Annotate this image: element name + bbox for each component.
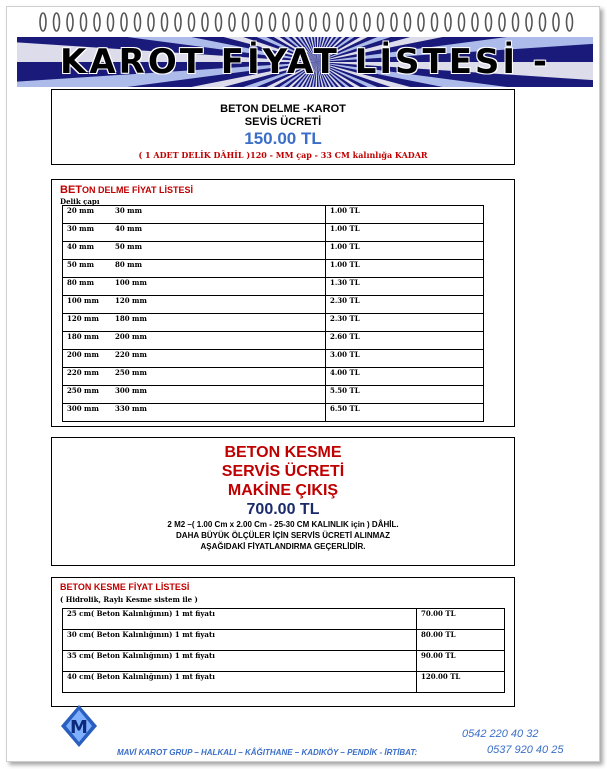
drilling-diameter-cell <box>63 368 326 386</box>
drilling-price-cell: 6.50 TL <box>326 404 484 422</box>
cutting-row <box>63 651 505 672</box>
diameter-to: 250 mm <box>115 368 147 377</box>
diameter-from: 100 mm <box>67 296 99 305</box>
cutting-table-subtitle: ( Hidrolik, Raylı Kesme sistem ile ) <box>60 595 198 604</box>
diameter-from: 120 mm <box>67 314 99 323</box>
diameter-to: 120 mm <box>115 296 147 305</box>
cutting-note3: AŞAĞIDAKİ FİYATLANDIRMA GEÇERLİDİR. <box>200 542 366 551</box>
cutting-line3: MAKİNE ÇIKIŞ <box>227 482 339 499</box>
drilling-diameter-cell <box>63 224 326 242</box>
drilling-row <box>63 206 484 224</box>
drilling-service-box <box>51 89 515 165</box>
drilling-price-cell: 1.00 TL <box>326 242 484 260</box>
drilling-price-cell: 1.00 TL <box>326 260 484 278</box>
footer-address: MAVİ KAROT GRUP – HALKALI – KÂĞITHANE – KADIKÖY – PENDİK - İRTİBAT: <box>117 748 418 757</box>
diameter-from: 50 mm <box>67 260 94 269</box>
price-list-page <box>6 6 600 762</box>
drilling-row <box>63 314 484 332</box>
cutting-price: 700.00 TL <box>246 501 320 518</box>
drilling-table-title: BETON DELME FİYAT LİSTESİ <box>60 184 194 196</box>
diameter-to: 330 mm <box>115 404 147 413</box>
diameter-to: 200 mm <box>115 332 147 341</box>
drilling-price-cell: 2.30 TL <box>326 296 484 314</box>
cutting-line1: BETON KESME <box>224 444 342 461</box>
spiral-binding <box>37 11 577 33</box>
drilling-row <box>63 332 484 350</box>
cutting-price-cell: 70.00 TL <box>417 609 505 630</box>
drilling-diameter-cell <box>63 314 326 332</box>
drilling-diameter-cell <box>63 260 326 278</box>
cutting-price-box <box>51 577 515 707</box>
diameter-from: 200 mm <box>67 350 99 359</box>
drilling-price-cell: 1.00 TL <box>326 206 484 224</box>
drilling-price-box <box>51 179 515 427</box>
banner <box>17 37 593 87</box>
cutting-table-title: BETON KESME FİYAT LİSTESİ <box>60 582 190 592</box>
cutting-row <box>63 672 505 693</box>
diameter-from: 20 mm <box>67 206 94 215</box>
drilling-price-cell: 1.00 TL <box>326 224 484 242</box>
cutting-label-cell: 25 cm( Beton Kalınlığının) 1 mt fiyatı <box>63 609 417 630</box>
service-price: 150.00 TL <box>244 129 322 148</box>
cutting-price-cell: 80.00 TL <box>417 630 505 651</box>
cutting-label-cell: 40 cm( Beton Kalınlığının) 1 mt fiyatı <box>63 672 417 693</box>
drilling-row <box>63 296 484 314</box>
drilling-row <box>63 278 484 296</box>
diameter-to: 180 mm <box>115 314 147 323</box>
cutting-price-cell: 90.00 TL <box>417 651 505 672</box>
diameter-to: 40 mm <box>115 224 142 233</box>
drilling-diameter-cell <box>63 296 326 314</box>
cutting-row <box>63 609 505 630</box>
footer-phone-1: 0542 220 40 32 <box>462 728 539 740</box>
cutting-row <box>63 630 505 651</box>
drilling-diameter-cell <box>63 404 326 422</box>
drilling-price-cell: 5.50 TL <box>326 386 484 404</box>
drilling-row <box>63 350 484 368</box>
drilling-row <box>63 368 484 386</box>
diameter-from: 30 mm <box>67 224 94 233</box>
drilling-row <box>63 242 484 260</box>
footer-phone-2: 0537 920 40 25 <box>487 744 564 756</box>
company-logo-icon <box>61 705 97 747</box>
drilling-price-cell: 2.60 TL <box>326 332 484 350</box>
drilling-diameter-cell <box>63 242 326 260</box>
cutting-price-cell: 120.00 TL <box>417 672 505 693</box>
diameter-to: 100 mm <box>115 278 147 287</box>
drilling-diameter-cell <box>63 350 326 368</box>
service-line2: SEVİS ÜCRETİ <box>244 116 322 128</box>
banner-title: KAROT FİYAT LİSTESİ - <box>59 42 551 82</box>
diameter-from: 220 mm <box>67 368 99 377</box>
diameter-from: 300 mm <box>67 404 99 413</box>
drilling-row <box>63 404 484 422</box>
drilling-row <box>63 260 484 278</box>
cutting-line2: SERVİS ÜCRETİ <box>221 463 345 480</box>
diameter-from: 180 mm <box>67 332 99 341</box>
service-line1: BETON DELME -KAROT <box>220 103 346 115</box>
cutting-label-cell: 35 cm( Beton Kalınlığının) 1 mt fiyatı <box>63 651 417 672</box>
drilling-diameter-cell <box>63 386 326 404</box>
drilling-row <box>63 386 484 404</box>
diameter-to: 50 mm <box>115 242 142 251</box>
drilling-table-subtitle: Delik çapı <box>60 197 100 206</box>
service-note: ( 1 ADET DELİK DÂHİL )120 - MM çap - 33 CM kalınlığa KADAR <box>138 150 428 160</box>
drilling-price-cell: 3.00 TL <box>326 350 484 368</box>
diameter-from: 40 mm <box>67 242 94 251</box>
diameter-to: 220 mm <box>115 350 147 359</box>
drilling-row <box>63 224 484 242</box>
drilling-diameter-cell <box>63 278 326 296</box>
cutting-note1: 2 M2 –( 1.00 Cm x 2.00 Cm - 25-30 CM KALINLIK için ) DÂHİL. <box>167 520 399 529</box>
drilling-price-cell: 4.00 TL <box>326 368 484 386</box>
svg-text:M: M <box>70 717 88 738</box>
drilling-diameter-cell <box>63 206 326 224</box>
drilling-diameter-cell <box>63 332 326 350</box>
diameter-to: 300 mm <box>115 386 147 395</box>
drilling-price-cell: 1.30 TL <box>326 278 484 296</box>
diameter-from: 80 mm <box>67 278 94 287</box>
cutting-note2: DAHA BÜYÜK ÖLÇÜLER İÇİN SERVİS ÜCRETİ ALINMAZ <box>176 531 390 540</box>
drilling-price-cell: 2.30 TL <box>326 314 484 332</box>
diameter-from: 250 mm <box>67 386 99 395</box>
drilling-price-table <box>62 205 484 422</box>
diameter-to: 30 mm <box>115 206 142 215</box>
cutting-price-table <box>62 608 505 693</box>
cutting-service-box <box>51 437 515 566</box>
cutting-label-cell: 30 cm( Beton Kalınlığının) 1 mt fiyatı <box>63 630 417 651</box>
diameter-to: 80 mm <box>115 260 142 269</box>
